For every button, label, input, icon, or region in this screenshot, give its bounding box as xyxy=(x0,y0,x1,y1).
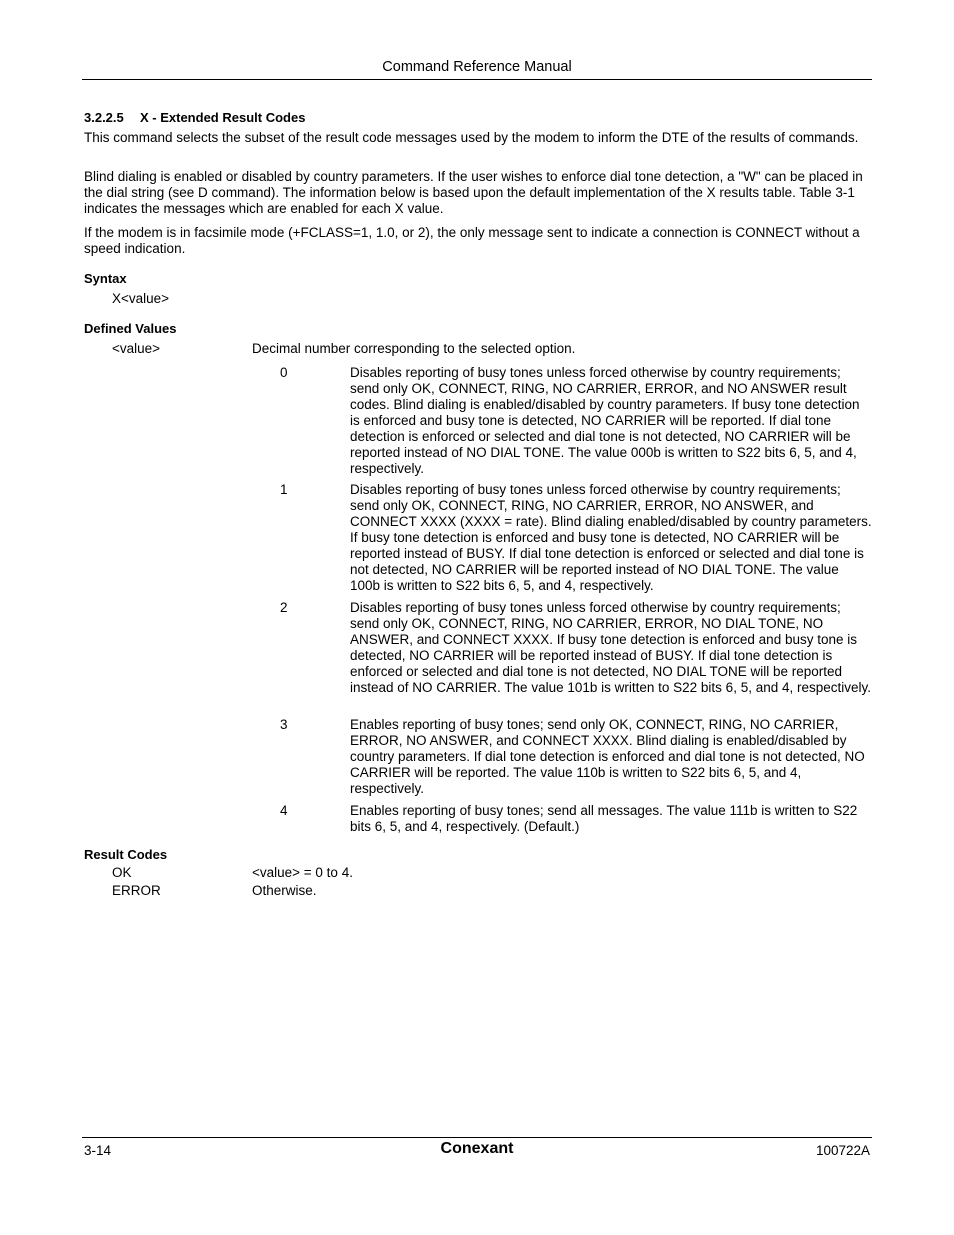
option-description: Disables reporting of busy tones unless forced otherwise by country requirements; send only OK, CONNECT, RING, NO CARRIER, ERROR, and NO ANSWER result codes. Blind dialing is enabled/disabled by country parameters. If busy tone detection is enforced and busy tone is detected, NO CARRIER will be reported. If dial tone detection is enforced or selected and dial tone is not detected, NO CARRIER will be reported instead of NO DIAL TONE. The value 000b is written to S22 bits 6, 5, and 4, respectively. xyxy=(350,365,860,476)
syntax-heading: Syntax xyxy=(84,271,127,286)
result-code-description: Otherwise. xyxy=(252,883,317,898)
result-code-description: <value> = 0 to 4. xyxy=(252,865,353,880)
intro-paragraph: This command selects the subset of the result code messages used by the modem to inform the DTE of the results of commands. xyxy=(84,130,859,145)
option-value: 3 xyxy=(280,717,288,732)
footer-brand: Conexant xyxy=(440,1140,514,1157)
header-divider xyxy=(82,79,872,80)
page-number: 3-14 xyxy=(84,1143,112,1158)
option-description: Enables reporting of busy tones; send all messages. The value 111b is written to S22 bits 6, 5, and 4, respectively. (Default.) xyxy=(350,803,858,834)
option-value: 1 xyxy=(280,482,288,497)
value-description: Decimal number corresponding to the selected option. xyxy=(252,341,576,356)
option-value: 4 xyxy=(280,803,288,818)
option-description: Disables reporting of busy tones unless forced otherwise by country requirements; send only OK, CONNECT, RING, NO CARRIER, ERROR, NO ANSWER, and CONNECT XXXX (XXXX = rate). Blind dialing enabled/disabled by country parameters. If busy tone detection is enforced and busy tone is detected, NO CARRIER will be reported instead of BUSY. If dial tone detection is enforced or selected and dial tone is not detected, NO CARRIER will be reported instead of NO DIAL TONE. The value 100b is written to S22 bits 6, 5, and 4, respectively. xyxy=(350,482,872,593)
option-description: Enables reporting of busy tones; send only OK, CONNECT, RING, NO CARRIER, ERROR, NO ANSWER, and CONNECT XXXX. Blind dialing is enabled/disabled by country parameters. If dial tone detection is enforced and dial tone is not detected, NO CARRIER will be reported. The value 110b is written to S22 bits 6, 5, and 4, respectively. xyxy=(350,717,865,796)
result-code: OK xyxy=(112,865,132,880)
footer-divider xyxy=(82,1137,872,1138)
result-code: ERROR xyxy=(112,883,161,898)
section-title: X - Extended Result Codes xyxy=(140,110,306,125)
section-heading xyxy=(84,110,305,125)
option-value: 0 xyxy=(280,365,288,380)
syntax-value: X<value> xyxy=(112,291,170,306)
page-header-title: Command Reference Manual xyxy=(382,59,572,75)
result-codes-heading: Result Codes xyxy=(84,847,168,862)
facsimile-paragraph: If the modem is in facsimile mode (+FCLASS=1, 1.0, or 2), the only message sent to indicate a connection is CONNECT without a speed indication. xyxy=(84,225,860,256)
option-description: Disables reporting of busy tones unless forced otherwise by country requirements; send only OK, CONNECT, RING, NO CARRIER, ERROR, NO DIAL TONE, NO ANSWER, and CONNECT XXXX. If busy tone detection is enforced and busy tone is detected, NO CARRIER will be reported instead of BUSY. If dial tone detection is enforced or selected and dial tone is not detected, NO DIAL TONE will be reported instead of NO CARRIER. The value 101b is written to S22 bits 6, 5, and 4, respectively. xyxy=(350,600,872,695)
defined-values-heading: Defined Values xyxy=(84,321,177,336)
blind-dialing-paragraph: Blind dialing is enabled or disabled by country parameters. If the user wishes to enforce dial tone detection, a "W" can be placed in the dial string (see D command). The information below is based upon the default implementation of the X results table. Table 3-1 indicates the messages which are enabled for each X value. xyxy=(84,169,863,216)
option-value: 2 xyxy=(280,600,288,615)
section-number: 3.2.2.5 xyxy=(84,110,124,125)
document-number: 100722A xyxy=(815,1143,870,1158)
value-parameter: <value> xyxy=(112,341,161,356)
